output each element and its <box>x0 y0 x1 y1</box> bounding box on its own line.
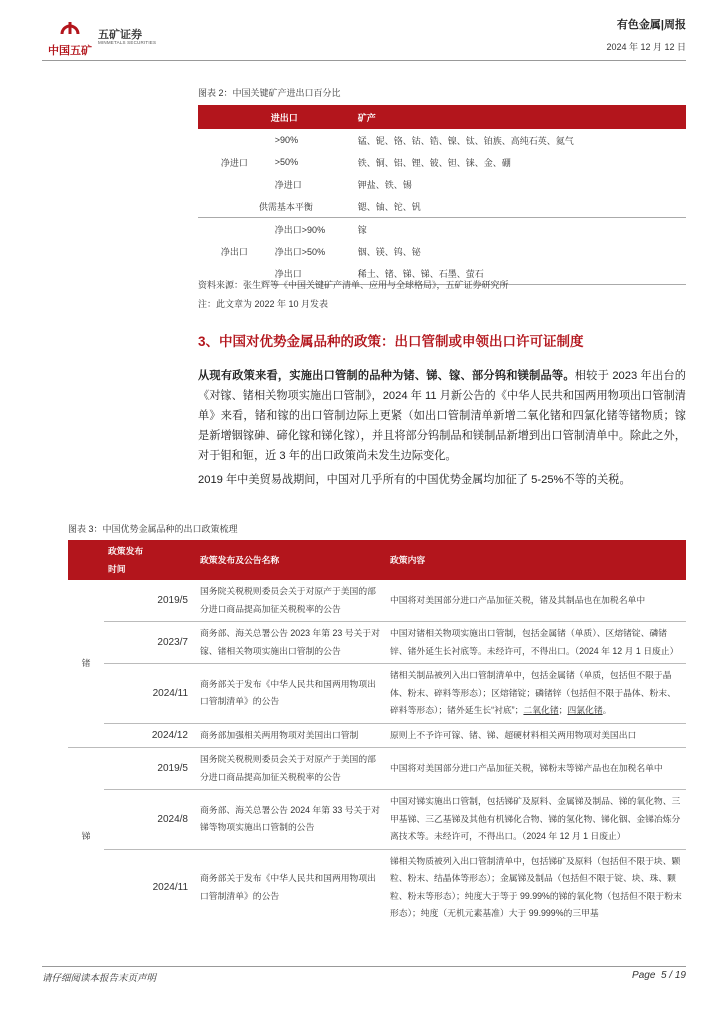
mineral-trade-table <box>198 105 686 285</box>
metal-antimony: 锑 <box>81 831 91 841</box>
figure3-caption: 图表 3：中国优势金属品种的出口政策梳理 <box>68 524 238 534</box>
table-row: >50% 铁、铜、铝、锂、铍、钽、铼、金、硼 <box>274 157 511 168</box>
table-row: 净出口>50% 铟、镁、钨、铋 <box>274 246 421 257</box>
table-row: 锗 2019/5 国务院关税税则委员会关于对原产于美国的部分进口商品提高加征关税税率的公告 中国将对美国部分进口产品加征关税，锗及其制品也在加税名单中 <box>68 580 686 622</box>
footer-divider <box>42 966 686 967</box>
figure2-note: 注：此文章为 2022 年 10 月发表 <box>198 299 329 309</box>
table-row: 2023/7 商务部、海关总署公告 2023 年第 23 号关于对镓、锗相关物项实施出口管制的公告 中国对锗相关物项实施出口管制，包括金属锗（单质）、区熔锗锭、磷锗锌、锗外延生长衬底等。未经许可，不得出口。（2024 年 12 月 1 日废止） <box>68 622 686 664</box>
report-title: 有色金属|周报 <box>616 19 686 31</box>
table-row: 2024/8 商务部、海关总署公告 2024 年第 33 号关于对锑等物项实施出口管制的公告 中国对锑实施出口管制，包括锑矿及原料、金属锑及制品、锑的氧化物、三甲基锑、三乙基锑及其他有机锑化合物、锑的氢化物、锑化铟、金锑冶炼分离技术等。未经许可，不得出口。（2024 年 12 月 1 日废止） <box>68 790 686 850</box>
col-content-header: 政策内容 <box>386 540 686 580</box>
logo-securities-text: 五矿证券 <box>98 29 142 41</box>
logo-cn-text: 中国五矿 <box>48 45 92 57</box>
header-divider <box>42 60 686 61</box>
table-row: 净出口 净出口>90% 镓 <box>198 218 686 241</box>
metal-germanium: 锗 <box>68 580 104 748</box>
page-number: Page 5 / 19 <box>632 970 686 981</box>
table-row: 2024/11 商务部关于发布《中华人民共和国两用物项出口管制清单》的公告 锗相关制品被列入出口管制清单中，包括金属锗（单质，包括但不限于晶体、粉末、碎料等形态）；区熔锗锭；磷锗锌（包括但不限于晶体、粉末、碎料等形态）；锗外延生长“衬底”；二氧化锗；四氯化锗。 <box>68 664 686 724</box>
table-row: 净进口 >90% 锰、铌、铬、钴、锆、镍、钛、铂族、高纯石英、氦气 <box>198 129 686 151</box>
paragraph-1-lead: 从现有政策来看，实施出口管制的品种为锗、锑、镓、部分钨和镁制品等。 <box>198 370 575 382</box>
group-net-export: 净出口 <box>198 218 271 285</box>
table-row: 2024/12 商务部加强相关两用物项对美国出口管制 原则上不予许可镓、锗、锑、超硬材料相关两用物项对美国出口 <box>68 723 686 748</box>
paragraph-1 <box>198 366 686 466</box>
logo-mark-icon <box>60 20 80 36</box>
figure2-source: 资料来源：张生辉等《中国关键矿产清单、应用与全球格局》，五矿证券研究所 <box>198 280 509 290</box>
col-mineral-header: 矿产 <box>354 105 686 129</box>
table-row: 2024/11 商务部关于发布《中华人民共和国两用物项出口管制清单》的公告 锑相关物质被列入出口管制清单中，包括锑矿及原料（包括但不限于块、颗粒、粉末、结晶体等形态）；金属锑及制品（包括但不限于锭、块、珠、颗粒、粉末等形态）；纯度大于等于 99.99%的锑的氧化物（包括但不限于粉末形态）；纯度（无机元素基准）大于 99.999%的三甲基 <box>152 855 682 918</box>
table-row: 供需基本平衡 锶、铀、铊、钒 <box>258 201 421 212</box>
paragraph-1-body: 相较于 2023 年出台的《对镓、锗相关物项实施出口管制》，2024 年 11 月新公告的《中华人民共和国两用物项出口管制清单》来看，锗和镓的出口管制边际上更紧（如出口管制清单新增二氧化锗和四氯化锗等锗物质；镓是新增铟镓砷、碲化镓和锑化镓），并且将部分钨制品和镁制品新增到出口管制清单中。除此之外，对于钼和钷，近 3 年的出口政策尚未发生边际变化。 <box>198 370 686 462</box>
table-row: 净出口 稀土、锗、锑、锑、石墨、萤石 <box>198 262 686 285</box>
col-name-header: 政策发布及公告名称 <box>196 540 386 580</box>
report-date: 2024 年 12 月 12 日 <box>606 42 686 52</box>
report-header <box>606 16 686 53</box>
group-net-import: 净进口 <box>220 157 248 168</box>
footer-disclaimer: 请仔细阅读本报告末页声明 <box>42 973 157 984</box>
table-row: 锑 2019/5 国务院关税税则委员会关于对原产于美国的部分进口商品提高加征关税税率的公告 中国将对美国部分进口产品加征关税，锑粉末等锑产品也在加税名单中 <box>68 748 686 790</box>
figure2-caption: 图表 2：中国关键矿产进出口百分比 <box>198 88 341 98</box>
col-trade-header: 进出口 <box>271 105 354 129</box>
section-heading: 3、中国对优势金属品种的政策：出口管制或申领出口许可证制度 <box>198 334 584 349</box>
col-time-header: 政策发布 时间 <box>104 540 196 580</box>
logo-en-text: MINMETALS SECURITIES <box>98 40 157 45</box>
export-policy-table <box>68 540 686 926</box>
paragraph-2: 2019 年中美贸易战期间，中国对几乎所有的中国优势金属均加征了 5-25%不等的关税。 <box>198 474 631 486</box>
table-row: 净进口 钾盐、铁、锡 <box>274 179 412 190</box>
